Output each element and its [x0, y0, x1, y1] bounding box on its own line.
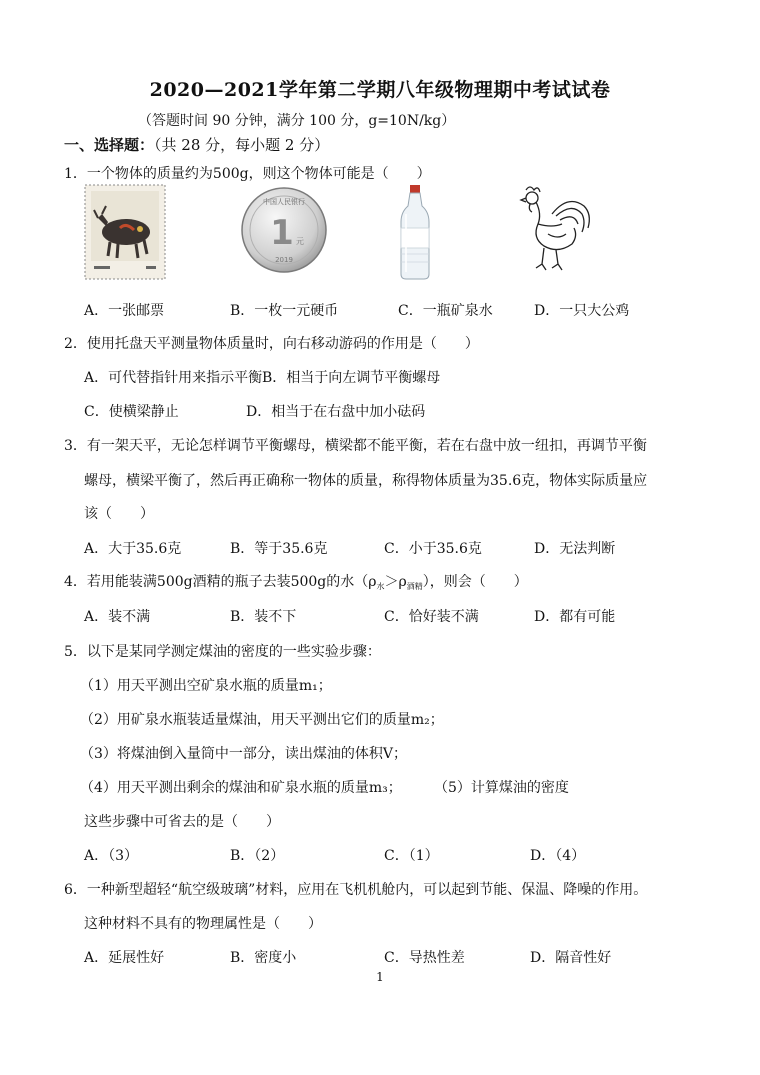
- q5-step-5: （5）计算煤油的密度: [434, 780, 569, 796]
- q5-option-a: A．（3）: [84, 848, 139, 864]
- q5-question: 这些步骤中可省去的是（ ）: [84, 814, 280, 830]
- q4-stem-end: ），则会（ ）: [422, 574, 528, 590]
- section-title: 一、选择题：: [64, 136, 155, 154]
- q1-option-c: C．一瓶矿泉水: [398, 303, 493, 319]
- coin-numeral: 1: [270, 213, 294, 253]
- q2-option-a: A．可代替指针用来指示平衡: [84, 370, 263, 386]
- q4-option-a: A．装不满: [84, 609, 151, 625]
- coin-unit: 元: [296, 237, 304, 246]
- page-title: 2020—2021学年第二学期八年级物理期中考试试卷: [149, 79, 611, 101]
- q2-option-b: B．相当于向左调节平衡螺母: [262, 370, 441, 386]
- q5-option-c: C．（1）: [384, 848, 439, 864]
- q3-option-a: A．大于35.6克: [84, 541, 182, 557]
- rooster-picture: [512, 184, 596, 274]
- question-3-line-3: 该（ ）: [84, 506, 154, 522]
- section-note: （共 28 分，每小题 2 分）: [154, 136, 330, 154]
- q3-option-c: C．小于35.6克: [384, 541, 482, 557]
- question-4-stem: [64, 571, 528, 592]
- q1-option-a: A．一张邮票: [84, 303, 165, 319]
- q6-option-a: A．延展性好: [84, 950, 165, 966]
- q5-option-b: B．（2）: [230, 848, 285, 864]
- q4-stem-middle: ＞ρ: [384, 574, 407, 590]
- q5-step-4: （4）用天平测出剩余的煤油和矿泉水瓶的质量m₃；: [80, 780, 402, 796]
- q4-subscript-alcohol: 酒精: [406, 582, 423, 591]
- exam-info: （答题时间 90 分钟，满分 100 分，g=10N/kg）: [138, 113, 456, 129]
- q4-option-d: D．都有可能: [534, 609, 616, 625]
- q5-option-d: D．（4）: [530, 848, 586, 864]
- q1-option-b: B．一枚一元硬币: [230, 303, 339, 319]
- page-number: 1: [376, 970, 384, 984]
- mineral-water-bottle-picture: [398, 184, 432, 280]
- q3-option-d: D．无法判断: [534, 541, 616, 557]
- coin-top-text: 中国人民银行: [263, 198, 305, 206]
- q2-option-c: C．使横梁静止: [84, 404, 179, 420]
- question-3-line-1: 3．有一架天平，无论怎样调节平衡螺母，横梁都不能平衡，若在右盘中放一纽扣，再调节平衡: [64, 438, 647, 454]
- question-3-line-2: 螺母，横梁平衡了，然后再正确称一物体的质量，称得物体质量为35.6克，物体实际质量应: [84, 473, 648, 489]
- q2-option-d: D．相当于在右盘中加小砝码: [246, 404, 426, 420]
- q3-option-b: B．等于35.6克: [230, 541, 328, 557]
- section-heading: [64, 134, 329, 155]
- question-6-line-2: 这种材料不具有的物理属性是（ ）: [84, 916, 322, 932]
- question-6-line-1: 6．一种新型超轻“航空级玻璃”材料，应用在飞机机舱内，可以起到节能、保温、降噪的作用。: [64, 882, 648, 898]
- q5-step-1: （1）用天平测出空矿泉水瓶的质量m₁；: [80, 678, 332, 694]
- ox-stamp-picture: [84, 184, 166, 280]
- question-2-stem: 2．使用托盘天平测量物体质量时，向右移动游码的作用是（ ）: [64, 336, 479, 352]
- question-1-stem: 1．一个物体的质量约为500g，则这个物体可能是（ ）: [64, 166, 431, 182]
- q4-stem-start: 4．若用能装满500g酒精的瓶子去装500g的水（ρ: [64, 574, 377, 590]
- q4-option-c: C．恰好装不满: [384, 609, 479, 625]
- question-5-stem: 5．以下是某同学测定煤油的密度的一些实验步骤：: [64, 644, 381, 660]
- one-yuan-coin-picture: [240, 186, 328, 274]
- q6-option-c: C．导热性差: [384, 950, 465, 966]
- q6-option-b: B．密度小: [230, 950, 297, 966]
- q5-step-3: （3）将煤油倒入量筒中一部分，读出煤油的体积V；: [80, 746, 408, 762]
- coin-year: 2019: [275, 256, 293, 264]
- q6-option-d: D．隔音性好: [530, 950, 612, 966]
- q4-subscript-water: 水: [376, 582, 385, 591]
- q4-option-b: B．装不下: [230, 609, 297, 625]
- q1-option-d: D．一只大公鸡: [534, 303, 630, 319]
- q5-step-2: （2）用矿泉水瓶装适量煤油，用天平测出它们的质量m₂；: [80, 712, 444, 728]
